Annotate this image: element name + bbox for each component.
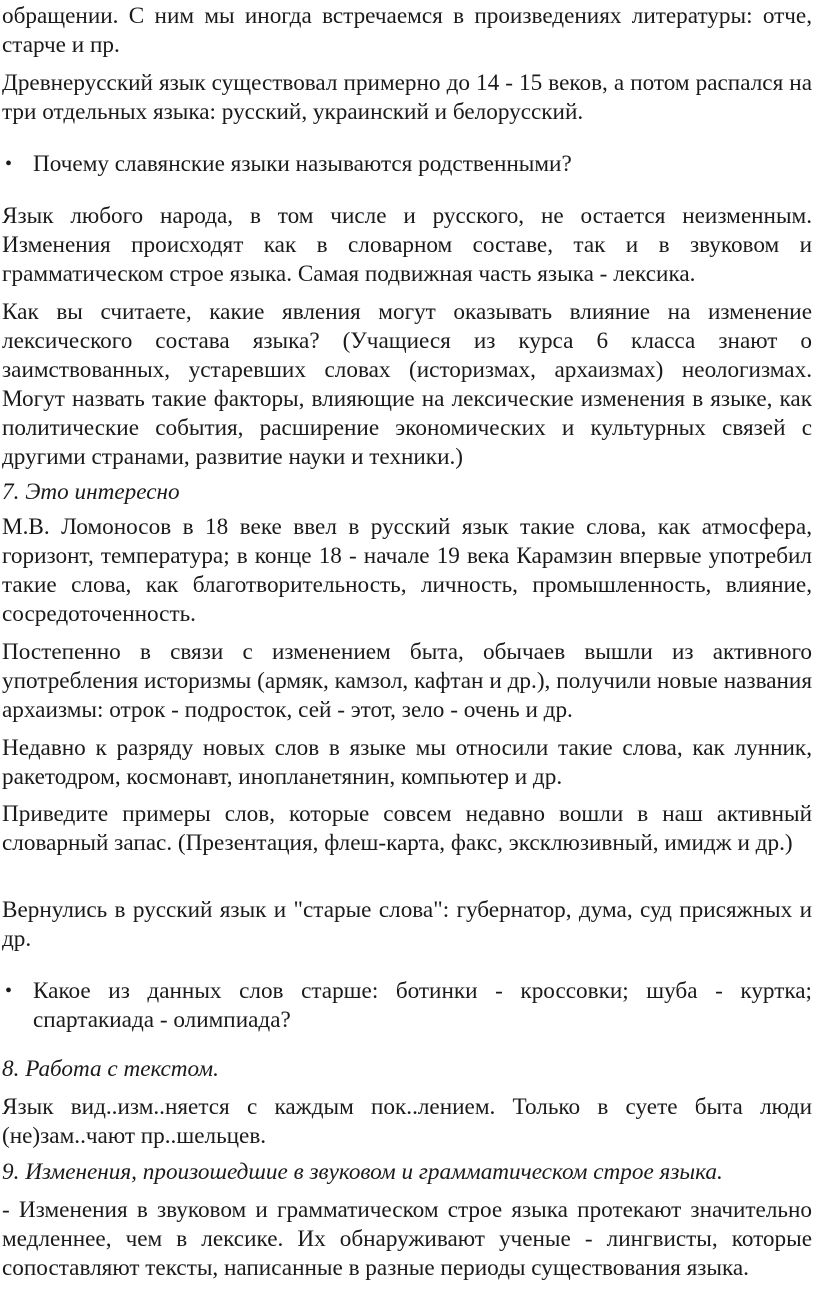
bullet-icon: • xyxy=(5,153,13,175)
paragraph-language-changes: Язык любого народа, в том числе и русского, не остается неизменным. Изменения происходят как в словарном составе, так и в звуковом и грамматическом строе языка. Самая подвижная часть языка - лексика. xyxy=(2,203,812,287)
paragraph-new-words: Недавно к разряду новых слов в языке мы относили такие слова, как лунник, ракетодром, космонавт, инопланетянин, компьютер и др. xyxy=(2,735,812,790)
paragraph-intro-tail: обращении. С ним мы иногда встречаемся в произведениях литературы: отче, старче и пр. xyxy=(2,3,812,58)
paragraph-text-work: Язык вид..изм..няется с каждым пок..лением. Только в суете быта люди (не)зам..чают пр..шельцев. xyxy=(2,1094,812,1149)
paragraph-lomonosov: М.В. Ломоносов в 18 веке ввел в русский язык такие слова, как атмосфера, горизонт, температура; в конце 18 - начале 19 века Карамзин впервые употребил такие слова, как благотворительность, личность, промышленность, влияние, сосредоточенность. xyxy=(2,514,812,627)
paragraph-old-russian: Древнерусский язык существовал примерно до 14 - 15 веков, а потом распался на три отдельных языка: русский, украинский и белорусский. xyxy=(2,70,812,125)
bullet-item-related-languages xyxy=(2,150,812,179)
section-heading-8: 8. Работа с текстом. xyxy=(2,1056,219,1082)
paragraph-old-words: Вернулись в русский язык и "старые слова": губернатор, дума, суд присяжных и др. xyxy=(2,897,812,952)
bullet-text: Какое из данных слов старше: ботинки - кроссовки; шуба - куртка; спартакиада - олимпиада? xyxy=(33,978,812,1033)
paragraph-grammar-changes: - Изменения в звуковом и грамматическом строе языка протекают значительно медленнее, чем в лексике. Их обнаруживают ученые - лингвисты, которые сопоставляют тексты, написанные в разные периоды существования языка. xyxy=(2,1197,812,1281)
bullet-icon: • xyxy=(5,980,13,1002)
bullet-text: Почему славянские языки называются родственными? xyxy=(33,151,572,177)
bullet-item-older-words xyxy=(2,977,812,1035)
section-heading-7: 7. Это интересно xyxy=(2,479,180,505)
paragraph-historisms: Постепенно в связи с изменением быта, обычаев вышли из активного употребления историзмы (армяк, камзол, кафтан и др.), получили новые названия архаизмы: отрок - подросток, сей - этот, зело - очень и др. xyxy=(2,639,812,723)
paragraph-examples: Приведите примеры слов, которые совсем недавно вошли в наш активный словарный запас. (Презентация, флеш-карта, факс, эксклюзивный, имидж и др.) xyxy=(2,801,812,856)
section-heading-9: 9. Изменения, произошедшие в звуковом и грамматическом строе языка. xyxy=(2,1159,723,1185)
paragraph-question-factors: Как вы считаете, какие явления могут оказывать влияние на изменение лексического состава языка? (Учащиеся из курса 6 класса знают о заимствованных, устаревших словах (историзмах, архаизмах) неологизмах. Могут назвать такие факторы, влияющие на лексические изменения в языке, как политические события, расширение экономических и культурных связей с другими странами, развитие науки и техники.) xyxy=(2,299,812,470)
